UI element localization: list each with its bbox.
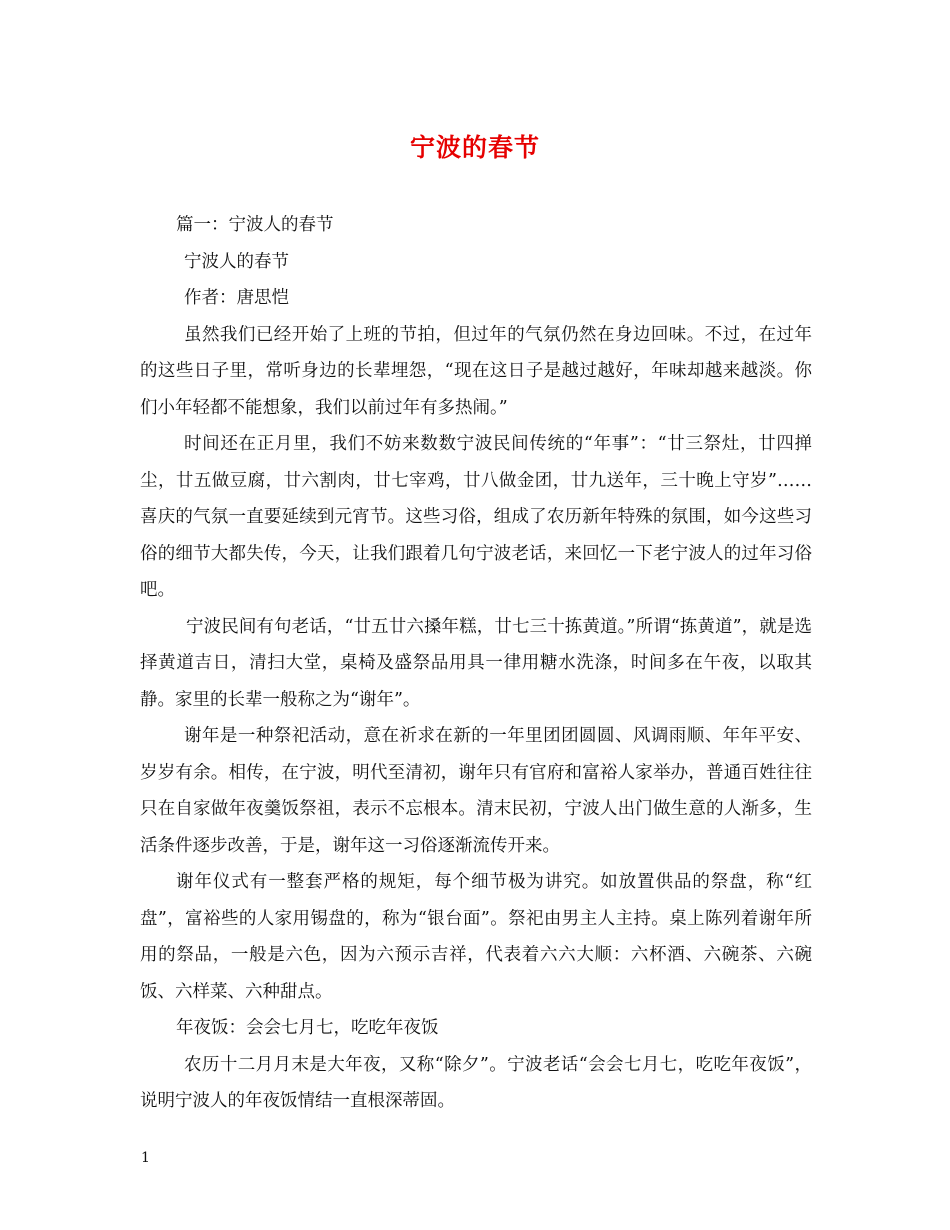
document-body — [140, 207, 812, 1120]
section-heading: 篇一：宁波人的春节 — [176, 215, 334, 235]
paragraph: 农历十二月月末是大年夜，又称“除夕”。宁波老话“会会七月七，吃吃年夜饭”，说明宁波人的年夜饭情结一直根深蒂固。 — [140, 1054, 812, 1111]
paragraph: 虽然我们已经开始了上班的节拍，但过年的气氛仍然在身边回味。不过，在过年的这些日子里，常听身边的长辈埋怨，“现在这日子是越过越好，年味却越来越淡。你们小年轻都不能想象，我们以前过年有多热闹。” — [140, 324, 812, 418]
page-number: 1 — [141, 1150, 150, 1166]
document-title: 宁波的春节 — [409, 133, 540, 162]
author-line: 作者：唐思恺 — [184, 288, 289, 308]
paragraph: 时间还在正月里，我们不妨来数数宁波民间传统的“年事”：“廿三祭灶，廿四掸尘，廿五做豆腐，廿六割肉，廿七宰鸡，廿八做金团，廿九送年，三十晚上守岁”……喜庆的气氛一直要延续到元宵节。这些习俗，组成了农历新年特殊的氛围，如今这些习俗的细节大都失传，今天，让我们跟着几句宁波老话，来回忆一下老宁波人的过年习俗吧。 — [140, 434, 812, 600]
paragraph: 宁波民间有句老话，“廿五廿六搡年糕，廿七三十拣黄道。”所谓“拣黄道”，就是选择黄道吉日，清扫大堂，桌椅及盛祭品用具一律用糖水洗涤，时间多在午夜，以取其静。家里的长辈一般称之为“谢年”。 — [140, 616, 812, 710]
paragraph: 谢年是一种祭祀活动，意在祈求在新的一年里团团圆圆、风调雨顺、年年平安、岁岁有余。相传，在宁波，明代至清初，谢年只有官府和富裕人家举办，普通百姓往往只在自家做年夜羹饭祭祖，表示不忘根本。清末民初，宁波人出门做生意的人渐多，生活条件逐步改善，于是，谢年这一习俗逐渐流传开来。 — [140, 726, 812, 856]
subheading: 年夜饭：会会七月七，吃吃年夜饭 — [176, 1018, 439, 1038]
article-title: 宁波人的春节 — [184, 251, 289, 272]
paragraph: 谢年仪式有一整套严格的规矩，每个细节极为讲究。如放置供品的祭盘，称“红盘”，富裕些的人家用锡盘的，称为“银台面”。祭祀由男主人主持。桌上陈列着谢年所用的祭品，一般是六色，因为六预示吉祥，代表着六六大顺：六杯酒、六碗茶、六碗饭、六样菜、六种甜点。 — [140, 872, 812, 1002]
